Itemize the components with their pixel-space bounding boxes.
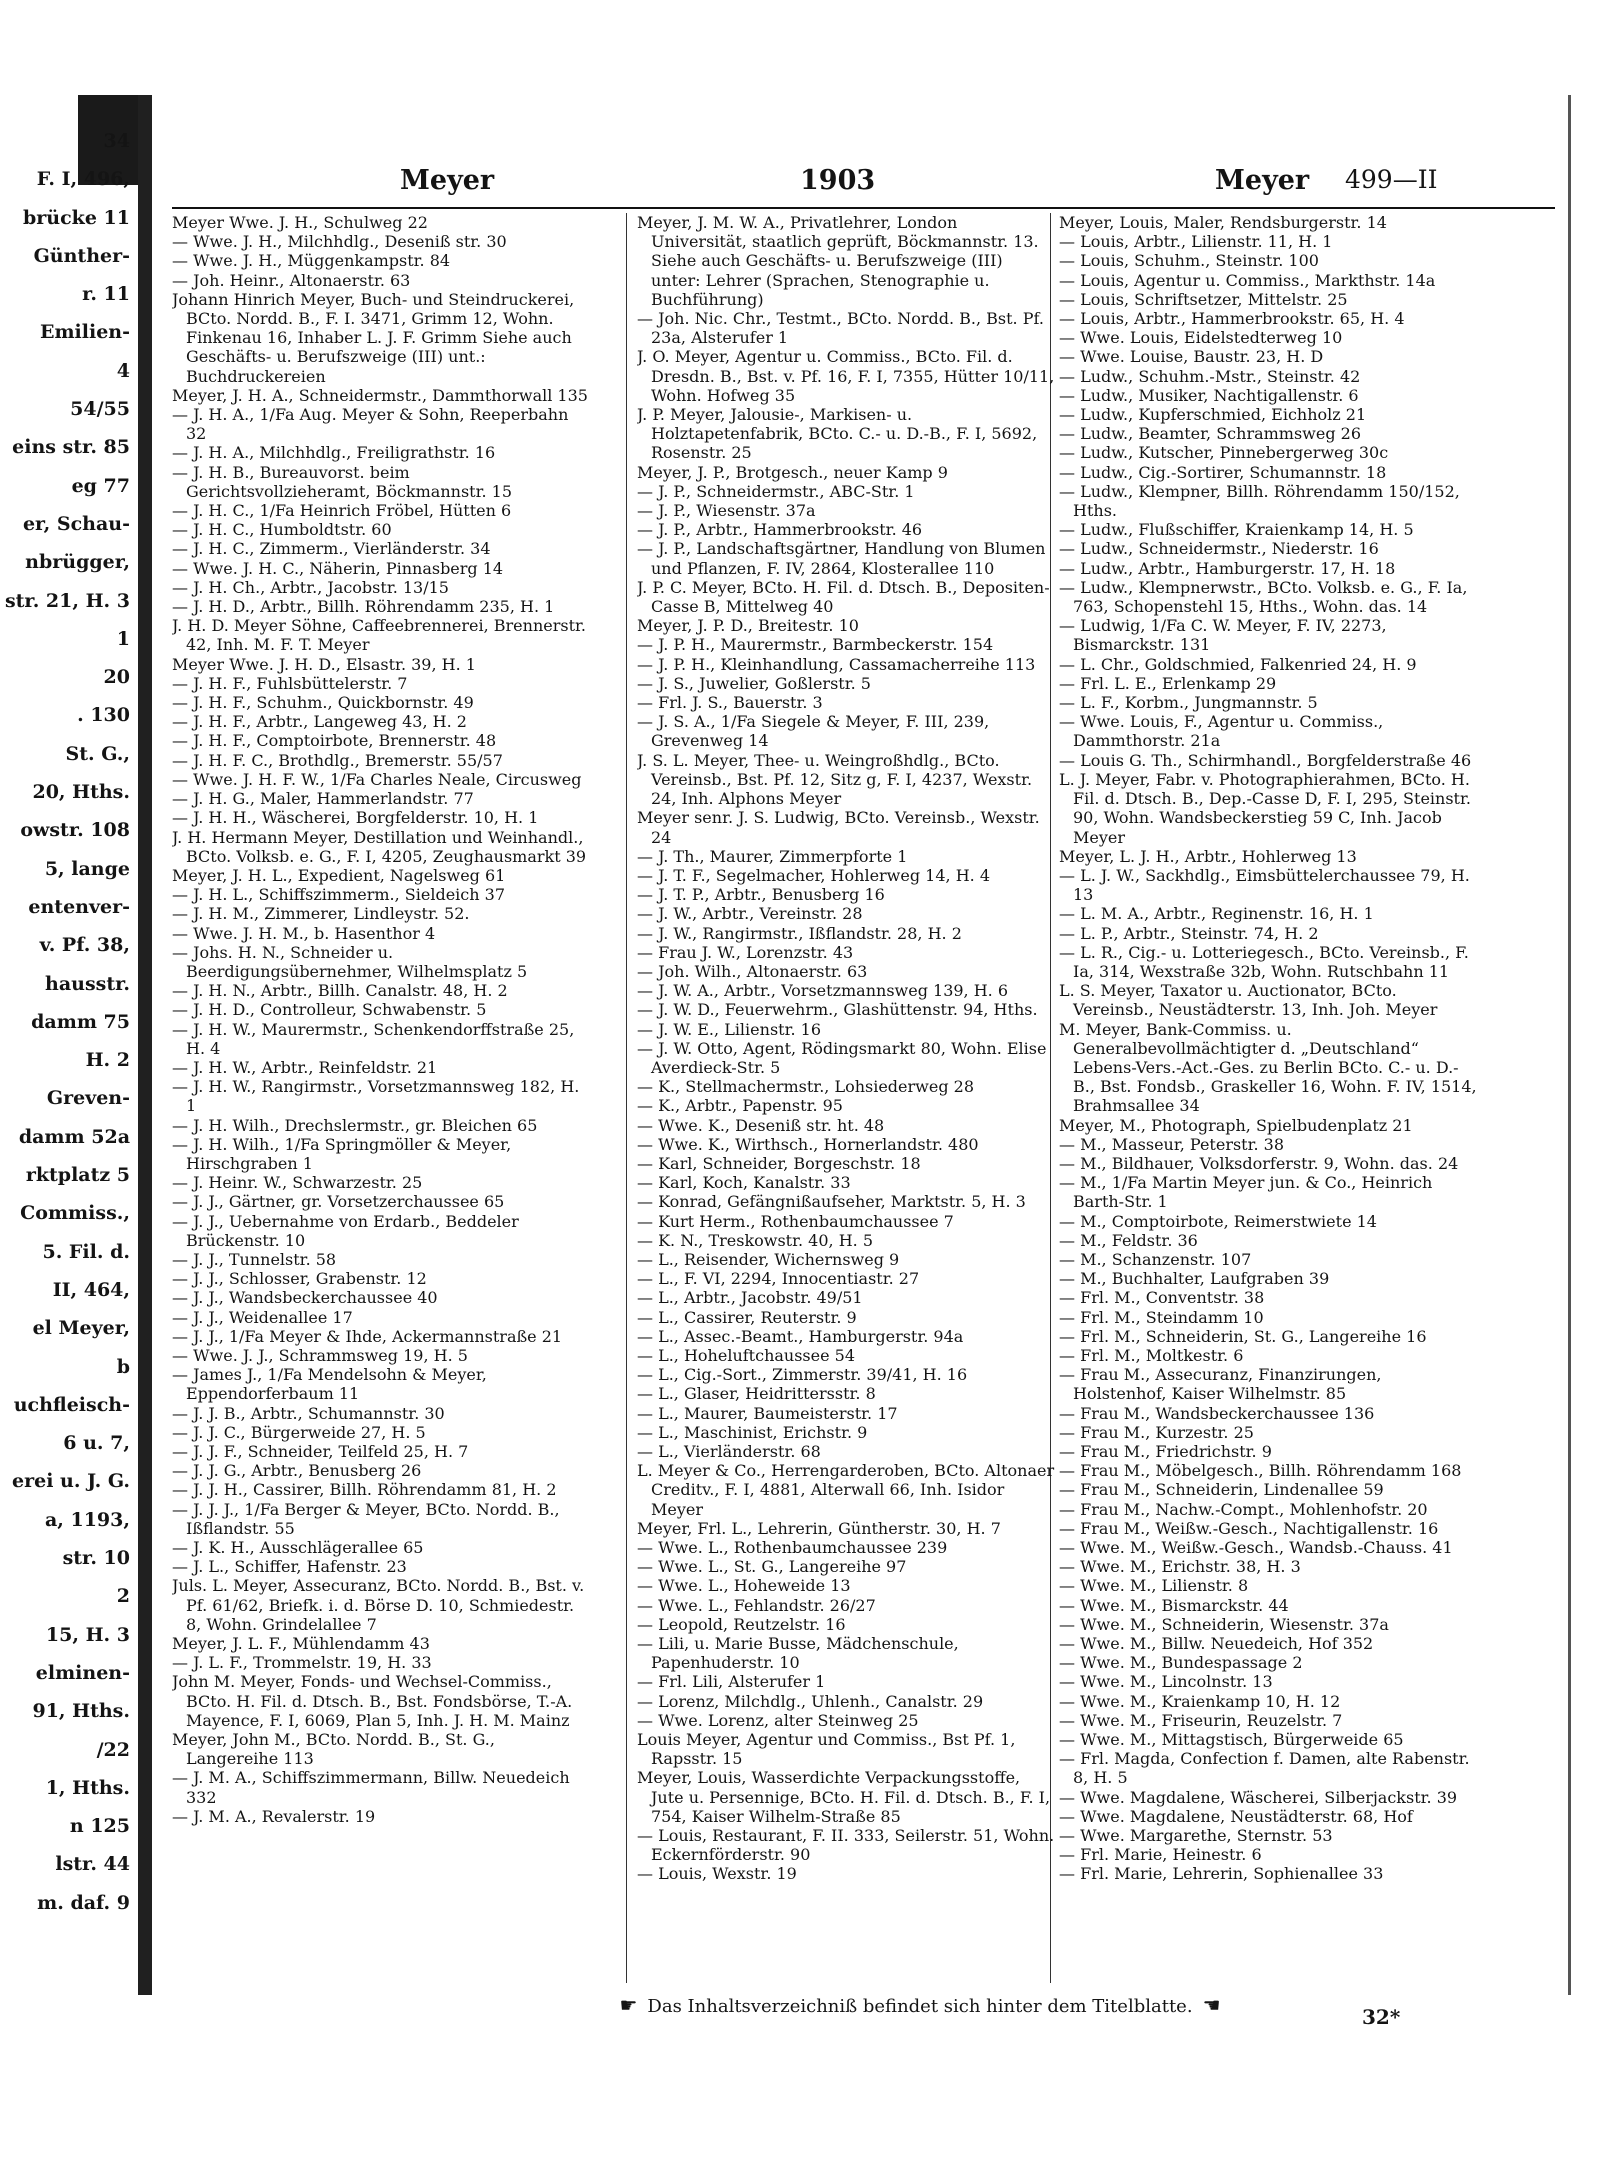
directory-entry: — Frau M., Wandsbeckerchaussee 136 <box>1059 1403 1375 1423</box>
directory-entry: M. Meyer, Bank-Commiss. u. Generalbevollmächtigter d. „Deutschland“ Lebens-Vers.-Act.-Ges. zu Berlin BCto. C.- u. D.-B., Bst. Fondsb., Graskeller 16, Wohn. F. IV, 1514, Brahmsallee 34 <box>1059 1019 1477 1116</box>
directory-entry: — J. P., Landschaftsgärtner, Handlung von Blumen und Pflanzen, F. IV, 2864, Klosterallee 110 <box>637 539 1046 578</box>
directory-entry: L. J. Meyer, Fabr. v. Photographierahmen, BCto. H. Fil. d. Dtsch. B., Dep.-Casse D, F. I, 295, Steinstr. 90, Wohn. Wandsbeckerstieg 59 C, Inh. Jacob Meyer <box>1059 769 1471 847</box>
directory-entry: — Frau M., Schneiderin, Lindenallee 59 <box>1059 1480 1384 1500</box>
directory-entry: — J. H. B., Bureauvorst. beim Gerichtsvollzieheramt, Böckmannstr. 15 <box>172 462 513 501</box>
signature-mark: 32* <box>1362 2005 1401 2029</box>
page-header <box>170 165 1555 205</box>
directory-entry: — Joh. Nic. Chr., Testmt., BCto. Nordd. B., Bst. Pf. 23a, Alsterufer 1 <box>637 309 1044 348</box>
header-rule <box>172 207 1555 209</box>
stub-line: b <box>116 1355 130 1378</box>
directory-entry: — J. T. P., Arbtr., Benusberg 16 <box>637 885 885 905</box>
stub-line: St. G., <box>65 742 130 765</box>
directory-entry: — Frl. J. S., Bauerstr. 3 <box>637 693 823 713</box>
directory-entry: — J. H. N., Arbtr., Billh. Canalstr. 48, H. 2 <box>172 981 508 1001</box>
stub-line: II, 464, <box>52 1278 130 1301</box>
stub-line: 34 <box>103 130 130 152</box>
directory-entry: — L., Arbtr., Jacobstr. 49/51 <box>637 1288 863 1308</box>
directory-entry: — Wwe. Louis, Eidelstedterweg 10 <box>1059 328 1343 348</box>
directory-entry: — L., Vierländerstr. 68 <box>637 1442 821 1461</box>
directory-entry: — Frl. Marie, Heinestr. 6 <box>1059 1845 1262 1865</box>
directory-entry: — J. W. D., Feuerwehrm., Glashüttenstr. 94, Hths. <box>637 1000 1038 1020</box>
directory-entry: — Frau M., Friedrichstr. 9 <box>1059 1442 1272 1461</box>
directory-entry: — Frau M., Nachw.-Compt., Mohlenhofstr. 20 <box>1059 1499 1428 1519</box>
directory-entry: Johann Hinrich Meyer, Buch- und Steindruckerei, BCto. Nordd. B., F. I. 3471, Grimm 12, Wohn. Finkenau 16, Inhaber L. J. F. Grimm Siehe auch Geschäfts- u. Berufszweige (III) unt.: Buchdruckereien <box>172 289 575 386</box>
footer-notice <box>520 1993 1320 2017</box>
directory-entry: — J. J., Weidenallee 17 <box>172 1307 353 1327</box>
directory-entry: — Frau M., Kurzestr. 25 <box>1059 1422 1254 1442</box>
directory-column-1 <box>172 213 590 1983</box>
book-spine <box>138 95 152 1995</box>
directory-entry: — Wwe. M., Schneiderin, Wiesenstr. 37a <box>1059 1614 1389 1634</box>
directory-entry: — J. K. H., Ausschlägerallee 65 <box>172 1538 424 1558</box>
directory-entry: — M., Comptoirbote, Reimerstwiete 14 <box>1059 1211 1377 1231</box>
directory-entry: — L., Glaser, Heidrittersstr. 8 <box>637 1384 876 1404</box>
directory-entry: — J. S. A., 1/Fa Siegele & Meyer, F. III, 239, Grevenweg 14 <box>637 712 990 751</box>
stub-line: erei u. J. G. <box>12 1470 130 1493</box>
directory-entry: Meyer, J. H. A., Schneidermstr., Dammthorwall 135 <box>172 385 588 405</box>
directory-entry: — M., Schanzenstr. 107 <box>1059 1249 1252 1269</box>
directory-entry: — Wwe. Louis, F., Agentur u. Commiss., Dammthorstr. 21a <box>1059 712 1384 751</box>
directory-entry: — Wwe. L., Hoheweide 13 <box>637 1576 851 1596</box>
directory-entry: — Frl. M., Steindamm 10 <box>1059 1307 1264 1327</box>
directory-entry: — J. W. A., Arbtr., Vorsetzmannsweg 139, H. 6 <box>637 981 1009 1001</box>
stub-line: n 125 <box>69 1815 130 1838</box>
directory-entry: — Wwe. J. H. C., Näherin, Pinnasberg 14 <box>172 558 504 578</box>
directory-entry: — L. F., Korbm., Jungmannstr. 5 <box>1059 693 1318 713</box>
directory-entry: — Wwe. L., Fehlandstr. 26/27 <box>637 1595 876 1615</box>
directory-entry: — L., Maschinist, Erichstr. 9 <box>637 1422 868 1442</box>
directory-entry: — L., F. VI, 2294, Innocentiastr. 27 <box>637 1269 920 1289</box>
directory-entry: — J. H. C., Zimmerm., Vierländerstr. 34 <box>172 539 491 559</box>
page-edge <box>1568 95 1571 1995</box>
directory-entry: — J. P. H., Kleinhandlung, Cassamacherreihe 113 <box>637 654 1036 674</box>
stub-line: brücke 11 <box>23 206 130 229</box>
directory-entry: — Louis G. Th., Schirmhandl., Borgfelderstraße 46 <box>1059 750 1472 770</box>
directory-entry: — J. P., Schneidermstr., ABC-Str. 1 <box>637 481 915 501</box>
directory-entry: — J. Th., Maurer, Zimmerpforte 1 <box>637 846 908 866</box>
directory-entry: — J. H. F., Fuhlsbüttelerstr. 7 <box>172 673 408 693</box>
directory-entry: L. Meyer & Co., Herrengarderoben, BCto. Altonaer Creditv., F. I, 4881, Alterwall 66, Inh. Isidor Meyer <box>637 1461 1055 1519</box>
directory-entry: — Louis, Schriftsetzer, Mittelstr. 25 <box>1059 289 1348 309</box>
pointing-hand-left-icon: ☚ <box>1202 1993 1221 2017</box>
directory-entry: — Wwe. Lorenz, alter Steinweg 25 <box>637 1710 919 1730</box>
header-right-name: Meyer <box>1215 165 1310 196</box>
directory-entry: — Frl. Magda, Confection f. Damen, alte Rabenstr. 8, H. 5 <box>1059 1749 1470 1788</box>
footer-notice-text: Das Inhaltsverzeichniß befindet sich hinter dem Titelblatte. <box>647 1996 1193 2017</box>
stub-line: 1, Hths. <box>45 1776 130 1799</box>
directory-column-2 <box>637 213 1055 1983</box>
directory-entry: — J. J., Gärtner, gr. Vorsetzerchaussee 65 <box>172 1192 505 1212</box>
stub-line: damm 52a <box>18 1125 130 1148</box>
stub-line: nbrügger, <box>25 551 130 574</box>
directory-entry: — Frau M., Assecuranz, Finanzirungen, Holstenhof, Kaiser Wilhelmstr. 85 <box>1059 1365 1382 1404</box>
directory-entry: — J. J. G., Arbtr., Benusberg 26 <box>172 1461 422 1481</box>
directory-entry: — Leopold, Reutzelstr. 16 <box>637 1614 846 1634</box>
directory-entry: — M., Feldstr. 36 <box>1059 1230 1198 1250</box>
directory-entry: — Lili, u. Marie Busse, Mädchenschule, Papenhuderstr. 10 <box>637 1634 959 1673</box>
directory-entry: — Lorenz, Milchdlg., Uhlenh., Canalstr. 29 <box>637 1691 984 1711</box>
stub-line: Günther- <box>33 244 130 267</box>
directory-entry: — Frl. Marie, Lehrerin, Sophienallee 33 <box>1059 1864 1384 1884</box>
directory-entry: — J. H. L., Schiffszimmerm., Sieldeich 37 <box>172 885 505 905</box>
directory-entry: — J. J., Uebernahme von Erdarb., Beddeler Brückenstr. 10 <box>172 1211 519 1250</box>
directory-entry: — L. R., Cig.- u. Lotteriegesch., BCto. Vereinsb., F. Ia, 314, Wexstraße 32b, Wohn. Rutschbahn 11 <box>1059 942 1469 981</box>
directory-entry: — L. P., Arbtr., Steinstr. 74, H. 2 <box>1059 923 1319 943</box>
stub-line: el Meyer, <box>32 1317 130 1340</box>
directory-entry: — Frau M., Weißw.-Gesch., Nachtigallenstr. 16 <box>1059 1518 1439 1538</box>
directory-entry: — Ludwig, 1/Fa C. W. Meyer, F. IV, 2273, Bismarckstr. 131 <box>1059 616 1387 655</box>
directory-entry: — Louis, Arbtr., Lilienstr. 11, H. 1 <box>1059 232 1333 252</box>
page-number: 499—II <box>1345 165 1438 194</box>
directory-entry: — Kurt Herm., Rothenbaumchaussee 7 <box>637 1211 954 1231</box>
directory-entry: — Wwe. M., Weißw.-Gesch., Wandsb.-Chauss. 41 <box>1059 1538 1453 1558</box>
directory-entry: — Wwe. Margarethe, Sternstr. 53 <box>1059 1826 1333 1846</box>
directory-entry: — J. P. H., Maurermstr., Barmbeckerstr. 154 <box>637 635 994 655</box>
stub-line: rktplatz 5 <box>25 1164 130 1187</box>
directory-entry: — Ludw., Klempnerwstr., BCto. Volksb. e. G., F. Ia, 763, Schopenstehl 15, Hths., Wohn. das. 14 <box>1059 577 1468 617</box>
directory-entry: — M., Masseur, Peterstr. 38 <box>1059 1134 1285 1154</box>
directory-entry: — Wwe. K., Deseniß str. ht. 48 <box>637 1115 885 1135</box>
directory-entry: — K., Stellmachermstr., Lohsiederweg 28 <box>637 1077 975 1097</box>
directory-entry: J. H. Hermann Meyer, Destillation und Weinhandl., BCto. Volksb. e. G., F. I, 4205, Zeughausmarkt 39 <box>172 827 587 866</box>
directory-entry: — J. H. H., Wäscherei, Borgfelderstr. 10, H. 1 <box>172 808 539 828</box>
directory-entry: — Frl. M., Schneiderin, St. G., Langereihe 16 <box>1059 1326 1427 1346</box>
directory-entry: — J. M. A., Revalerstr. 19 <box>172 1806 376 1826</box>
directory-column-3 <box>1059 213 1477 1983</box>
directory-entry: — J. J., Wandsbeckerchaussee 40 <box>172 1288 438 1308</box>
directory-entry: — J. J. H., Cassirer, Billh. Röhrendamm 81, H. 2 <box>172 1480 557 1500</box>
header-left-name: Meyer <box>400 165 495 196</box>
directory-entry: — Louis, Arbtr., Hammerbrookstr. 65, H. 4 <box>1059 309 1405 329</box>
stub-line: er, Schau- <box>22 512 130 535</box>
directory-entry: — M., Buchhalter, Laufgraben 39 <box>1059 1269 1330 1289</box>
directory-entry: — J. H. F. C., Brothdlg., Bremerstr. 55/57 <box>172 750 503 770</box>
directory-entry: Meyer Wwe. J. H. D., Elsastr. 39, H. 1 <box>172 654 476 674</box>
directory-entry: — Karl, Schneider, Borgeschstr. 18 <box>637 1153 921 1173</box>
directory-entry: Meyer Wwe. J. H., Schulweg 22 <box>172 213 428 232</box>
directory-entry: — J. P., Wiesenstr. 37a <box>637 501 816 521</box>
directory-entry: — Ludw., Arbtr., Hamburgerstr. 17, H. 18 <box>1059 558 1396 578</box>
directory-entry: J. H. D. Meyer Söhne, Caffeebrennerei, Brennerstr. 42, Inh. M. F. T. Meyer <box>172 616 586 655</box>
directory-entry: — M., Bildhauer, Volksdorferstr. 9, Wohn. das. 24 <box>1059 1153 1459 1173</box>
directory-entry: — Frl. M., Conventstr. 38 <box>1059 1288 1265 1308</box>
directory-entry: J. P. C. Meyer, BCto. H. Fil. d. Dtsch. B., Depositen-Casse B, Mittelweg 40 <box>637 577 1050 617</box>
stub-line: uchfleisch- <box>13 1393 130 1416</box>
directory-entry: — J. H. Wilh., Drechslermstr., gr. Bleichen 65 <box>172 1115 538 1135</box>
directory-entry: — Wwe. J. H., Milchhdlg., Deseniß str. 30 <box>172 232 507 252</box>
directory-entry: — J. H. W., Arbtr., Reinfeldstr. 21 <box>172 1057 438 1077</box>
directory-entry: — Joh. Heinr., Altonaerstr. 63 <box>172 270 411 290</box>
directory-entry: — Johs. H. N., Schneider u. Beerdigungsübernehmer, Wilhelmsplatz 5 <box>172 942 528 981</box>
directory-entry: — J. L. F., Trommelstr. 19, H. 33 <box>172 1653 432 1673</box>
directory-entry: — J. M. A., Schiffszimmermann, Billw. Neuedeich 332 <box>172 1768 570 1807</box>
directory-entry: — Joh. Wilh., Altonaerstr. 63 <box>637 961 868 981</box>
directory-entry: Meyer, John M., BCto. Nordd. B., St. G., Langereihe 113 <box>172 1730 495 1769</box>
stub-line: F. I, 496, <box>36 168 130 191</box>
directory-entry: — Wwe. M., Kraienkamp 10, H. 12 <box>1059 1691 1341 1711</box>
directory-entry: — L., Hoheluftchaussee 54 <box>637 1345 856 1365</box>
directory-entry: — Wwe. J. H. F. W., 1/Fa Charles Neale, Circusweg <box>172 769 582 789</box>
directory-entry: — Wwe. Magdalene, Wäscherei, Silberjackstr. 39 <box>1059 1787 1458 1807</box>
directory-entry: Meyer, J. P. D., Breitestr. 10 <box>637 616 859 636</box>
directory-entry: Meyer, Frl. L., Lehrerin, Güntherstr. 30, H. 7 <box>637 1518 1001 1538</box>
stub-line: r. 11 <box>82 283 130 306</box>
directory-entry: — J. H. D., Controlleur, Schwabenstr. 5 <box>172 1000 487 1020</box>
directory-entry: — Ludw., Schuhm.-Mstr., Steinstr. 42 <box>1059 366 1361 386</box>
stub-line: a, 1193, <box>44 1508 130 1531</box>
directory-entry: John M. Meyer, Fonds- und Wechsel-Commiss., BCto. H. Fil. d. Dtsch. B., Bst. Fondsbörse, T.-A. Mayence, F. I, 6069, Plan 5, Inh. J. H. M. Mainz <box>172 1672 573 1730</box>
directory-entry: — J. J., 1/Fa Meyer & Ihde, Ackermannstraße 21 <box>172 1326 563 1346</box>
column-divider <box>626 213 627 1983</box>
directory-entry: — J. P., Arbtr., Hammerbrookstr. 46 <box>637 520 923 540</box>
directory-entry: — J. H. F., Comptoirbote, Brennerstr. 48 <box>172 731 497 751</box>
directory-entry: — Wwe. M., Erichstr. 38, H. 3 <box>1059 1557 1301 1577</box>
directory-entry: — Konrad, Gefängnißaufseher, Marktstr. 5, H. 3 <box>637 1192 1026 1212</box>
directory-entry: — J. W., Rangirmstr., Ißflandstr. 28, H. 2 <box>637 923 962 943</box>
directory-entry: Meyer, J. H. L., Expedient, Nagelsweg 61 <box>172 865 506 885</box>
directory-entry: — Ludw., Beamter, Schrammsweg 26 <box>1059 424 1362 444</box>
directory-entry: Meyer, J. M. W. A., Privatlehrer, London Universität, staatlich geprüft, Böckmannstr. 13. Siehe auch Geschäfts- u. Berufszweige (III) unter: Lehrer (Sprachen, Stenographie u. Buchführung) <box>637 213 1039 309</box>
directory-entry: — Frl. Lili, Alsterufer 1 <box>637 1672 826 1692</box>
directory-entry: — J. H. W., Rangirmstr., Vorsetzmannsweg 182, H. 1 <box>172 1077 580 1116</box>
directory-entry: — Ludw., Klempner, Billh. Röhrendamm 150/152, Hths. <box>1059 481 1460 521</box>
directory-entry: — K. N., Treskowstr. 40, H. 5 <box>637 1230 874 1250</box>
stub-line: eins str. 85 <box>12 436 130 459</box>
directory-entry: Meyer senr. J. S. Ludwig, BCto. Vereinsb., Wexstr. 24 <box>637 808 1040 847</box>
directory-entry: — J. H. W., Maurermstr., Schenkendorffstraße 25, H. 4 <box>172 1019 575 1058</box>
directory-entry: — J. H. A., Milchhdlg., Freiligrathstr. 16 <box>172 443 496 463</box>
directory-entry: — J. Heinr. W., Schwarzestr. 25 <box>172 1173 423 1193</box>
directory-entry: — Wwe. J. H. M., b. Hasenthor 4 <box>172 923 436 943</box>
directory-entry: — Ludw., Kutscher, Pinnebergerweg 30c <box>1059 443 1389 463</box>
directory-entry: — Wwe. Louise, Baustr. 23, H. D <box>1059 347 1324 367</box>
directory-entry: — J. H. G., Maler, Hammerlandstr. 77 <box>172 789 474 809</box>
stub-line: 6 u. 7, <box>63 1432 130 1455</box>
directory-entry: — Wwe. K., Wirthsch., Hornerlandstr. 480 <box>637 1134 979 1154</box>
stub-line: 20, Hths. <box>32 781 130 804</box>
directory-entry: — Wwe. L., Rothenbaumchaussee 239 <box>637 1538 948 1558</box>
stub-line: Greven- <box>46 1087 130 1110</box>
directory-entry: — Wwe. J. J., Schrammsweg 19, H. 5 <box>172 1345 468 1365</box>
directory-entry: — Ludw., Cig.-Sortirer, Schumannstr. 18 <box>1059 462 1387 482</box>
directory-entry: — Frl. L. E., Erlenkamp 29 <box>1059 673 1277 693</box>
directory-entry: — J. J. B., Arbtr., Schumannstr. 30 <box>172 1403 445 1423</box>
directory-entry: — J. H. Ch., Arbtr., Jacobstr. 13/15 <box>172 577 449 597</box>
previous-page-stub <box>0 130 140 1950</box>
stub-line: str. 21, H. 3 <box>4 589 130 612</box>
directory-entry: — Frau M., Möbelgesch., Billh. Röhrendamm 168 <box>1059 1461 1462 1481</box>
stub-line: elminen- <box>35 1661 130 1684</box>
directory-entry: — J. W., Arbtr., Vereinstr. 28 <box>637 904 863 924</box>
directory-entry: — J. J. J., 1/Fa Berger & Meyer, BCto. Nordd. B., Ißflandstr. 55 <box>172 1499 560 1538</box>
directory-entry: — Wwe. M., Lincolnstr. 13 <box>1059 1672 1273 1692</box>
directory-entry: L. S. Meyer, Taxator u. Auctionator, BCto. Vereinsb., Neustädterstr. 13, Inh. Joh. Meyer <box>1059 981 1438 1020</box>
directory-entry: — Ludw., Flußschiffer, Kraienkamp 14, H. 5 <box>1059 520 1414 540</box>
stub-line: damm 75 <box>31 1010 130 1033</box>
directory-entry: J. S. L. Meyer, Thee- u. Weingroßhdlg., BCto. Vereinsb., Bst. Pf. 12, Sitz g, F. I, 4237, Wexstr. 24, Inh. Alphons Meyer <box>637 750 1033 809</box>
directory-entry: — Karl, Koch, Kanalstr. 33 <box>637 1173 851 1193</box>
header-year: 1903 <box>800 165 876 196</box>
directory-entry: — James J., 1/Fa Mendelsohn & Meyer, Eppendorferbaum 11 <box>172 1365 487 1404</box>
directory-entry: — L., Cassirer, Reuterstr. 9 <box>637 1307 857 1327</box>
stub-line: 1 <box>116 627 130 650</box>
directory-entry: — Wwe. L., St. G., Langereihe 97 <box>637 1557 907 1577</box>
directory-entry: — J. J. F., Schneider, Teilfeld 25, H. 7 <box>172 1442 469 1461</box>
directory-entry: — J. H. M., Zimmerer, Lindleystr. 52. <box>172 904 470 924</box>
directory-entry: — J. H. F., Arbtr., Langeweg 43, H. 2 <box>172 712 467 732</box>
directory-entry: — Louis, Wexstr. 19 <box>637 1864 797 1884</box>
directory-entry: — J. J., Tunnelstr. 58 <box>172 1249 337 1269</box>
stub-line: /22 <box>96 1738 130 1761</box>
directory-entry: J. P. Meyer, Jalousie-, Markisen- u. Holztapetenfabrik, BCto. C.- u. D.-B., F. I, 5692, Rosenstr. 25 <box>637 405 1038 463</box>
directory-entry: — J. H. F., Schuhm., Quickbornstr. 49 <box>172 693 474 713</box>
directory-entry: Meyer, M., Photograph, Spielbudenplatz 21 <box>1059 1115 1413 1135</box>
stub-line: 5. Fil. d. <box>42 1240 130 1263</box>
stub-line: eg 77 <box>71 474 130 497</box>
stub-line: Emilien- <box>39 321 130 344</box>
stub-line: hausstr. <box>45 972 130 995</box>
stub-line: 54/55 <box>70 398 130 421</box>
stub-line: entenver- <box>28 895 130 918</box>
stub-line: v. Pf. 38, <box>39 934 130 957</box>
directory-entry: — Wwe. M., Bundespassage 2 <box>1059 1653 1303 1673</box>
directory-entry: — J. H. D., Arbtr., Billh. Röhrendamm 235, H. 1 <box>172 597 555 617</box>
directory-entry: — J. H. C., Humboldtstr. 60 <box>172 520 392 540</box>
directory-entry: — Louis, Schuhm., Steinstr. 100 <box>1059 251 1319 271</box>
stub-line: Commiss., <box>20 1202 130 1225</box>
stub-line: 2 <box>116 1585 130 1608</box>
directory-entry: Meyer, Louis, Wasserdichte Verpackungsstoffe, Jute u. Persennige, BCto. H. Fil. d. Dtsch. B., F. I, 754, Kaiser Wilhelm-Straße 85 <box>637 1768 1051 1826</box>
directory-entry: — L. M. A., Arbtr., Reginenstr. 16, H. 1 <box>1059 904 1374 924</box>
stub-line: 15, H. 3 <box>45 1623 130 1646</box>
directory-entry: — L. Chr., Goldschmied, Falkenried 24, H. 9 <box>1059 654 1417 674</box>
directory-entry: — L., Maurer, Baumeisterstr. 17 <box>637 1403 898 1423</box>
directory-entry: — M., 1/Fa Martin Meyer jun. & Co., Heinrich Barth-Str. 1 <box>1059 1173 1433 1212</box>
directory-entry: — J. W. Otto, Agent, Rödingsmarkt 80, Wohn. Elise Averdieck-Str. 5 <box>637 1038 1047 1077</box>
directory-entry: — L., Reisender, Wichernsweg 9 <box>637 1249 900 1269</box>
directory-entry: — Wwe. M., Bismarckstr. 44 <box>1059 1595 1289 1615</box>
directory-entry: — Ludw., Schneidermstr., Niederstr. 16 <box>1059 539 1379 559</box>
directory-entry: — Wwe. J. H., Müggenkampstr. 84 <box>172 251 451 271</box>
directory-entry: — Wwe. M., Friseurin, Reuzelstr. 7 <box>1059 1710 1343 1730</box>
stub-line: 20 <box>103 666 130 689</box>
stub-line: H. 2 <box>85 1049 130 1072</box>
stub-line: . 130 <box>77 704 130 727</box>
pointing-hand-icon: ☛ <box>619 1993 638 2017</box>
directory-entry: — J. J., Schlosser, Grabenstr. 12 <box>172 1269 427 1289</box>
directory-entry: — J. H. A., 1/Fa Aug. Meyer & Sohn, Reeperbahn 32 <box>172 405 569 444</box>
directory-entry: — J. J. C., Bürgerweide 27, H. 5 <box>172 1422 426 1442</box>
directory-entry: — Ludw., Musiker, Nachtigallenstr. 6 <box>1059 385 1359 405</box>
directory-entry: Meyer, J. P., Brotgesch., neuer Kamp 9 <box>637 462 948 482</box>
directory-entry: — Wwe. M., Mittagstisch, Bürgerweide 65 <box>1059 1730 1404 1750</box>
directory-entry: — Ludw., Kupferschmied, Eichholz 21 <box>1059 405 1367 425</box>
stub-line: owstr. 108 <box>20 819 130 842</box>
directory-entry: — Louis, Agentur u. Commiss., Markthstr. 14a <box>1059 270 1436 290</box>
stub-line: m. daf. 9 <box>37 1891 130 1914</box>
directory-entry: — J. H. C., 1/Fa Heinrich Fröbel, Hütten 6 <box>172 501 512 521</box>
directory-entry: — J. S., Juwelier, Goßlerstr. 5 <box>637 673 871 693</box>
directory-entry: — J. T. F., Segelmacher, Hohlerweg 14, H. 4 <box>637 865 991 885</box>
directory-entry: Juls. L. Meyer, Assecuranz, BCto. Nordd. B., Bst. v. Pf. 61/62, Briefk. i. d. Börse D. 10, Schmiedestr. 8, Wohn. Grindelallee 7 <box>172 1576 585 1634</box>
directory-entry: — K., Arbtr., Papenstr. 95 <box>637 1096 843 1116</box>
directory-entry: — Wwe. Magdalene, Neustädterstr. 68, Hof <box>1059 1806 1413 1826</box>
directory-entry: — Wwe. M., Billw. Neuedeich, Hof 352 <box>1059 1634 1374 1654</box>
directory-entry: — J. H. Wilh., 1/Fa Springmöller & Meyer, Hirschgraben 1 <box>172 1134 512 1173</box>
directory-entry: — Wwe. M., Lilienstr. 8 <box>1059 1576 1249 1596</box>
stub-line: lstr. 44 <box>55 1853 130 1876</box>
directory-entry: — J. L., Schiffer, Hafenstr. 23 <box>172 1557 407 1577</box>
directory-entry: — Frl. M., Moltkestr. 6 <box>1059 1345 1244 1365</box>
stub-line: 4 <box>116 359 130 382</box>
directory-entry: Meyer, J. L. F., Mühlendamm 43 <box>172 1634 430 1654</box>
stub-line: 91, Hths. <box>32 1700 130 1723</box>
stub-line: 5, lange <box>44 857 130 880</box>
directory-entry: — J. W. E., Lilienstr. 16 <box>637 1019 821 1039</box>
directory-entry: — L., Cig.-Sort., Zimmerstr. 39/41, H. 16 <box>637 1365 968 1385</box>
directory-entry: Meyer, Louis, Maler, Rendsburgerstr. 14 <box>1059 213 1387 232</box>
directory-entry: J. O. Meyer, Agentur u. Commiss., BCto. Fil. d. Dresdn. B., Bst. v. Pf. 16, F. I, 7355, Hütter 10/11, Wohn. Hofweg 35 <box>637 347 1055 405</box>
directory-entry: — Frau J. W., Lorenzstr. 43 <box>637 942 854 962</box>
stub-line: str. 10 <box>62 1547 130 1570</box>
directory-entry: Meyer, L. J. H., Arbtr., Hohlerweg 13 <box>1059 846 1357 866</box>
directory-entry: Louis Meyer, Agentur und Commiss., Bst Pf. 1, Rapsstr. 15 <box>637 1730 1016 1769</box>
directory-entry: — Louis, Restaurant, F. II. 333, Seilerstr. 51, Wohn. Eckernförderstr. 90 <box>637 1826 1055 1865</box>
directory-entry: — L. J. W., Sackhdlg., Eimsbüttelerchaussee 79, H. 13 <box>1059 865 1470 905</box>
directory-entry: — L., Assec.-Beamt., Hamburgerstr. 94a <box>637 1326 964 1346</box>
